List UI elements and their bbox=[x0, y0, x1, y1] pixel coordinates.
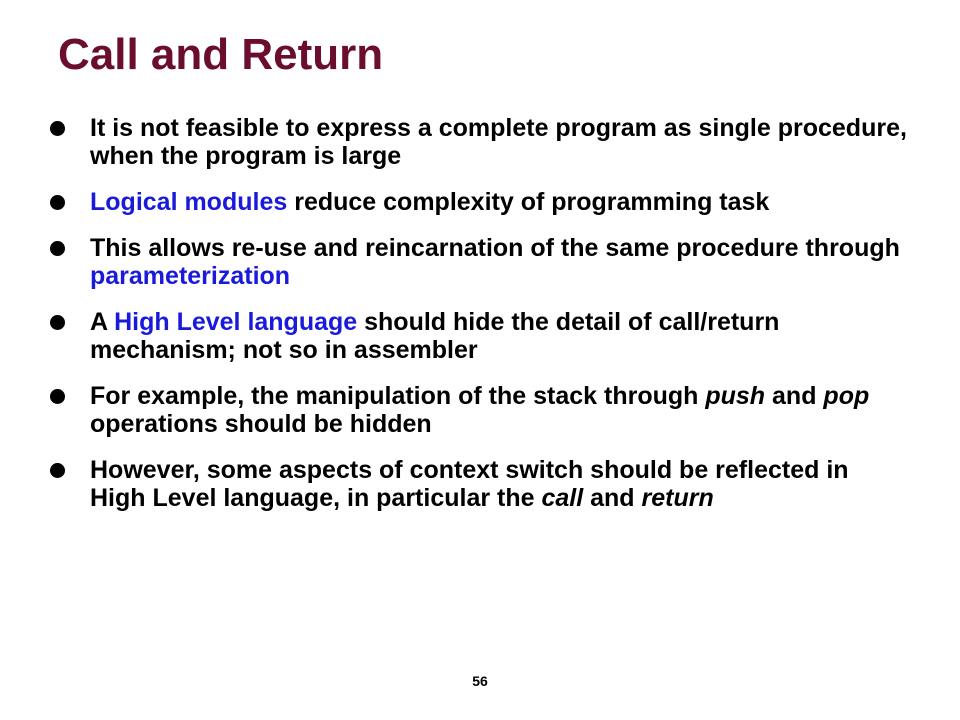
bullet-text-segment: For example, the manipulation of the stack through bbox=[90, 382, 706, 410]
bullet-text-segment: and bbox=[765, 382, 824, 410]
bullet-text bbox=[90, 382, 869, 438]
bullet-text-segment: and bbox=[583, 484, 642, 512]
bullet-dot-icon bbox=[50, 241, 65, 256]
bullet-text-segment: operations should be hidden bbox=[90, 410, 432, 438]
bullet-text bbox=[90, 308, 779, 364]
bullet-text-segment: It is not feasible to express a complete program as single procedure, when the program is large bbox=[90, 114, 907, 170]
bullet-item bbox=[50, 234, 910, 290]
page-number: 56 bbox=[472, 673, 488, 689]
bullet-text-segment: A bbox=[90, 308, 115, 336]
italic-term: pop bbox=[823, 382, 870, 410]
bullet-text bbox=[90, 188, 769, 216]
bullet-text-segment: This allows re-use and reincarnation of the same procedure through bbox=[90, 234, 900, 262]
highlighted-term: Logical modules bbox=[90, 188, 288, 216]
bullet-item bbox=[50, 188, 910, 216]
bullet-dot-icon bbox=[50, 315, 65, 330]
bullet-list bbox=[50, 114, 910, 530]
slide-title: Call and Return bbox=[58, 30, 384, 79]
bullet-text-segment: should hide the detail of call/return mechanism; not so in assembler bbox=[90, 308, 780, 364]
bullet-item bbox=[50, 382, 910, 438]
bullet-item bbox=[50, 114, 910, 170]
highlighted-term: parameterization bbox=[90, 262, 291, 290]
bullet-dot-icon bbox=[50, 195, 65, 210]
bullet-dot-icon bbox=[50, 463, 65, 478]
bullet-text-segment: However, some aspects of context switch should be reflected in High Level language, in particular the bbox=[90, 456, 849, 512]
bullet-text bbox=[90, 114, 907, 170]
bullet-text bbox=[90, 456, 849, 512]
bullet-text bbox=[90, 234, 900, 290]
bullet-dot-icon bbox=[50, 121, 65, 136]
highlighted-term: High Level language bbox=[114, 308, 358, 336]
italic-term: call bbox=[541, 484, 584, 512]
italic-term: return bbox=[641, 484, 714, 512]
bullet-item bbox=[50, 308, 910, 364]
bullet-text-segment: reduce complexity of programming task bbox=[287, 188, 770, 216]
italic-term: push bbox=[705, 382, 766, 410]
bullet-dot-icon bbox=[50, 389, 65, 404]
bullet-item bbox=[50, 456, 910, 512]
